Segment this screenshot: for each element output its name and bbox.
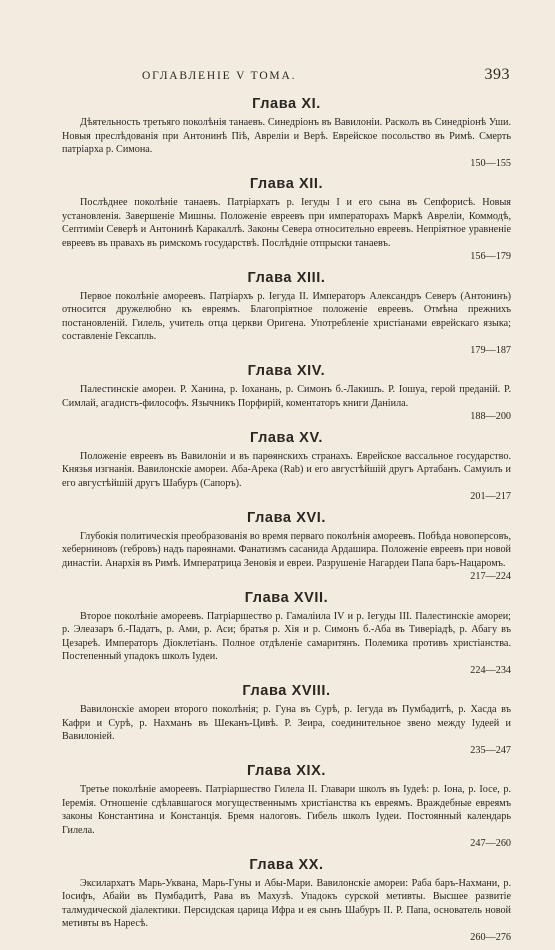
- chapter-pages: 188—200: [470, 411, 511, 423]
- chapter-title: Глава XX.: [249, 856, 324, 873]
- chapter-title: Глава XVIII.: [242, 683, 331, 700]
- chapter-pages: 150—155: [470, 157, 511, 169]
- chapter-entry: [62, 363, 511, 423]
- chapter-pages: 217—224: [470, 571, 511, 583]
- chapter-title: Глава XV.: [249, 429, 324, 446]
- chapter-entry: [62, 763, 511, 851]
- chapter-entry: [62, 510, 511, 584]
- chapter-summary: [62, 450, 511, 504]
- chapter-pages: 201—217: [470, 491, 511, 503]
- running-title: ОГЛАВЛЕНІЕ V ТОМА.: [142, 70, 297, 82]
- chapter-entry: [62, 96, 511, 170]
- chapter-title: Глава XIX.: [247, 763, 326, 780]
- chapter-title: Глава XIV.: [247, 363, 326, 380]
- chapter-summary: [62, 877, 511, 945]
- chapter-pages: 224—234: [470, 664, 511, 676]
- chapter-summary: [62, 783, 511, 851]
- chapter-entry: [62, 857, 511, 945]
- chapter-summary-text: Положеніе евреевъ въ Вавилоніи и въ парѳянскихъ странахъ. Еврейское вассальное государство. Князья изгнанія. Вавилонскіе амореи. Аба-Арека (Rab) и его августѣйшій другъ Артабанъ. Самуилъ и его августѣйшій другъ Шабуръ (Сапоръ).: [62, 450, 511, 489]
- chapter-summary: [62, 610, 511, 678]
- chapter-summary: [62, 703, 511, 757]
- chapter-summary: [62, 530, 511, 584]
- chapter-summary-text: Второе поколѣніе амореевъ. Патріаршество р. Гамаліила IV и р. Іегуды III. Палестинскіе амореи; р. Элеазаръ б.-Падатъ, р. Ами, р. Аси; братья р. Хія и р. Симонъ б.-Аба въ Тиверіадѣ, р. Абагу въ Цезареѣ. Императоръ Діоклетіанъ. Полное отдѣленіе самаритянъ. Полемика противъ христіанства. Постепенный упадокъ школъ Іудеи.: [62, 610, 511, 663]
- chapter-title: Глава XIII.: [247, 269, 326, 286]
- chapter-pages: 156—179: [470, 251, 511, 263]
- chapter-pages: 179—187: [470, 344, 511, 356]
- page-header: [60, 66, 515, 86]
- chapter-pages: 260—276: [470, 932, 511, 944]
- chapter-title: Глава XI.: [252, 96, 321, 112]
- chapter-summary-text: Третье поколѣніе амореевъ. Патріаршество Гилела II. Главари школъ въ Іудеѣ: р. Іона, р. Іосе, р. Іеремія. Отношеніе сдѣлавшагося могущественнымъ христіанства къ евреямъ. Враждебные евреямъ законы Константина и Констанція. Бремя налоговъ. Гибель школъ Іудеи. Постоянный календарь Гилела.: [62, 784, 511, 836]
- chapter-entry: [62, 590, 511, 678]
- chapter-pages: 247—260: [470, 838, 511, 850]
- chapter-title: Глава XVI.: [247, 509, 326, 526]
- chapter-title: Глава XVII.: [244, 589, 329, 606]
- chapter-summary-text: Вавилонскіе амореи второго поколѣнія; р. Гуна въ Сурѣ, р. Іегуда въ Пумбадитѣ, р. Хасда въ Кафри и Сурѣ, р. Нахманъ въ Шеканъ-Цивѣ. Р. Зеира, соединительное звено между Іудеей и Вавилоніей.: [62, 704, 511, 743]
- chapter-summary-text: Палестинскіе амореи. Р. Ханина, р. Іоханань, р. Симонъ б.-Лакишъ. Р. Іошуа, герой преданій. Р. Симлай, агадистъ-философъ. Язычникъ Порфирій, коментаторъ книги Даніила.: [62, 384, 511, 409]
- chapter-entry: [62, 683, 511, 757]
- chapter-pages: 235—247: [470, 744, 511, 756]
- chapter-summary-text: Первое поколѣніе амореевъ. Патріархъ р. Іегуда II. Императоръ Александръ Северъ (Антонинъ) относится дружелюбно къ евреямъ. Благопріятное положеніе евреевъ. Отмѣна прежнихъ постановленій. Гилель, учитель отца церкви Оригена. Употребленіе христіанами еврейскаго языка; составленіе Гексапль.: [62, 290, 511, 343]
- chapter-summary: [62, 383, 511, 423]
- chapter-entry: [62, 270, 511, 358]
- chapter-entry: [62, 176, 511, 264]
- chapter-title: Глава XII.: [249, 175, 324, 192]
- chapter-summary-text: Дѣятельность третьяго поколѣнія танаевъ. Синедріонъ въ Вавилоніи. Расколъ въ Синедріонѣ Уши. Новыя преслѣдованія при Антонинѣ Піѣ, Авреліи и Верѣ. Еврейское посольство въ Римѣ. Смерть патріарха р. Симона.: [62, 117, 511, 156]
- chapter-summary-text: Глубокія политическія преобразованія во время перваго поколѣнія амореевъ. Побѣда новоперсовъ, хеберниновъ (гебровъ) надъ парѳянами. Фанатизмъ сасанида Ардашира. Положеніе евреевъ при новой династіи. Анархія въ Римѣ. Императрица Зеновія и евреи. Разрушеніе Нагардеи Папа баръ-Нацаромъ.: [62, 530, 511, 569]
- chapter-entry: [62, 430, 511, 504]
- chapter-summary-text: Послѣднее поколѣніе танаевъ. Патріархатъ р. Іегуды I и его сына въ Сепфорисѣ. Новыя установленія. Завершеніе Мишны. Положеніе евреевъ при императорахъ Маркѣ Авреліи, Коммодѣ, Септиміи Северѣ и Антонинѣ Каракаллѣ. Законы Севера относительно евреевъ. Непріятное уравненіе евреевъ въ правахъ въ римскомъ государствѣ. Послѣдніе отпрыски танаевъ.: [62, 196, 511, 249]
- page-number: 393: [484, 66, 510, 83]
- chapter-summary: [62, 196, 511, 264]
- chapter-summary: [62, 290, 511, 358]
- chapter-summary: [62, 116, 511, 170]
- chapter-summary-text: Эксилархатъ Марь-Уквана, Марь-Гуны и Абы-Мари. Вавилонскіе амореи: Раба баръ-Нахмани, р. Іосифъ, Абайи въ Пумбадитѣ, Рава въ Махузѣ. Упадокъ сурской метивты. Высшее развитіе талмудической діалектики. Персидская царица Ифра и ея сынъ Шабуръ II. Р. Папа, основатель новой метивты въ Наресѣ.: [62, 877, 511, 930]
- table-of-contents: [62, 96, 511, 950]
